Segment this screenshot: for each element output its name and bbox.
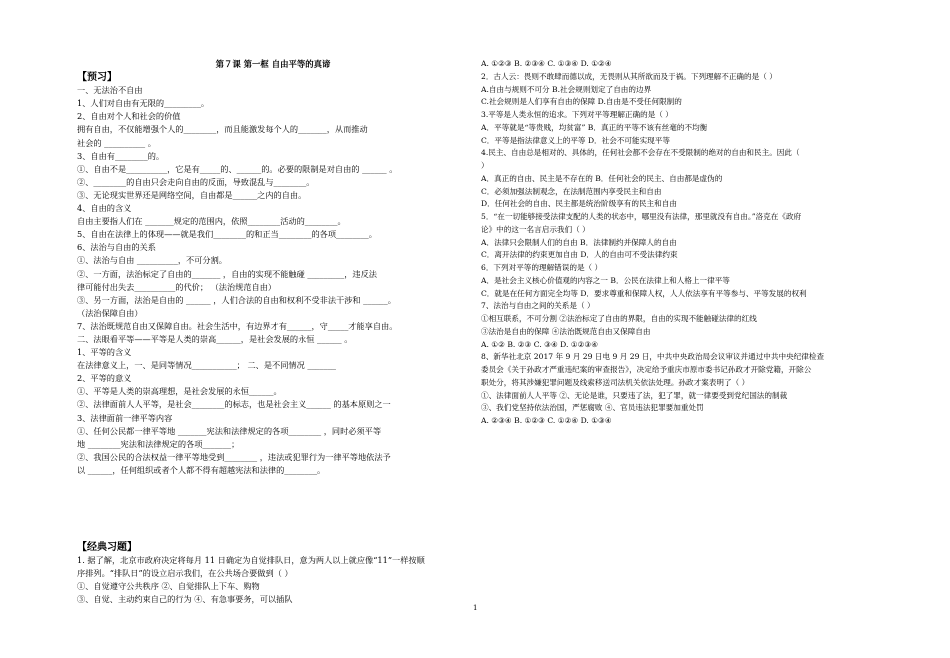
question-line: 4.民主、自由总是相对的、具体的，任何社会都不会存在不受限制的绝对的自由和民主。因此（ [481, 148, 800, 158]
blank-space [77, 477, 469, 541]
question-line: A．平等就是“等贵贱，均贫富” B．真正的平等不该有丝毫的不均衡 [481, 122, 708, 132]
question-line: ③、我们党坚持依法治国，严惩腐败 ④、官员违法犯罪要加重处罚 [481, 403, 704, 413]
question-line: 7、法治与自由之间的关系是（ ） [481, 301, 595, 311]
text-line: ②、我国公民的合法权益一律平等地受到________ ，违法或犯罪行为一律平等地依法予 [77, 451, 391, 462]
question-line: ③法治是自由的保障 ④法治既规范自由又保障自由 [481, 326, 651, 336]
text-line: ①、任何公民都一律平等地 _______宪法和法律规定的各项________ ，同时必须平等 [77, 425, 382, 436]
question-line: 5．“在一切能够接受法律支配的人类的状态中，哪里没有法律，那里就没有自由。”洛克在《政府 [481, 212, 802, 221]
text-line: ①、自由不是__________，它是有_____的、______的。必要的限制是对自由的 ______ 。 [77, 163, 398, 174]
question-line: C．就是在任何方面完全均等 D．要求尊重和保障人权，人人依法享有平等参与、平等发展的权利 [481, 288, 807, 298]
question-line: C.社会规则是人们享有自由的保障 D.自由是不受任何限制的 [481, 97, 682, 107]
text-line: 6、法治与自由的关系 [77, 242, 156, 253]
question-line: C．必须加强法制观念，在法制范围内享受民主和自由 [481, 186, 662, 196]
text-line: 社会的 __________ 。 [77, 137, 156, 148]
question-line: ） [481, 161, 489, 170]
question-line: 序排列。“排队日”的设立启示我们，在公共场合要做到（ ） [77, 568, 293, 579]
question-line: C．平等是指法律意义上的平等 D．社会不可能实现平等 [481, 135, 670, 145]
text-line: ①、平等是人类的崇高理想，是社会发展的永恒______。 [77, 386, 282, 397]
question-line: ①、自觉遵守公共秩序 ②、自觉排队上下车、购物 [77, 581, 260, 592]
text-line: 二、法眼看平等——平等是人类的崇高______，是社会发展的永恒 ______ 。 [77, 333, 353, 344]
question-line: 职处分，将其涉嫌犯罪问题及线索移送司法机关依法处理。孙政才案表明了（ ） [481, 377, 750, 387]
text-line: 1、人们对自由有无限的_________。 [77, 98, 210, 109]
text-line: ③、另一方面，法治是自由的 ______ ，人们合法的自由和权利不受非法干涉和 ______。 [77, 294, 396, 305]
question-line: A. ①② B. ②③ C. ③④ D. ①②③④ [481, 339, 599, 349]
text-line: 4、自由的含义 [77, 203, 132, 214]
text-line: ②、一方面，法治标定了自由的_______ ，自由的实现不能触碰 _________，违反法 [77, 268, 377, 279]
text-line: 以 ______，任何组织或者个人都不得有超越宪法和法律的________。 [77, 464, 326, 475]
preview-lines [77, 84, 469, 477]
question-line: 1. 据了解，北京市政府决定将每月 11 日确定为自觉排队日，意为两人以上就应像“11”一样按顺 [77, 555, 425, 566]
question-line: 6．下列对平等的理解错误的是（ ） [481, 263, 603, 272]
page-number: 1 [473, 604, 478, 612]
preview-heading: 【预习】 [77, 72, 117, 84]
text-line: 1、平等的含义 [77, 347, 132, 358]
text-line: 拥有自由，不仅能增强个人的________，而且能激发每个人的_______，从而推动 [77, 124, 368, 135]
question-line: A.自由与规则不可分 B.社会规则划定了自由的边界 [481, 84, 652, 94]
question-line: 论》中的这一名言启示我们（ ） [481, 224, 590, 234]
text-line: 在法律意义上，一、是同等情况___________； 二、是不同情况 _______ [77, 360, 337, 371]
question-line: 3.平等是人类永恒的追求。下列对平等理解正确的是（ ） [481, 110, 673, 119]
question-line: 委员会《关于孙政才严重违纪案的审查报告》，决定给予重庆市原市委书记孙政才开除党籍，开除公 [481, 365, 812, 374]
question-line: D．任何社会的自由、民主都是统治阶级享有的民主和自由 [481, 199, 677, 209]
question-line: A．是社会主义核心价值观的内容之一 B．公民在法律上和人格上一律平等 [481, 275, 730, 285]
question-line: 8、新华社北京 2017 年 9 月 29 日电 9 月 29 日，中共中央政治局会议审议并通过中共中央纪律检查 [481, 352, 825, 362]
question-line: A. ②③④ B. ①②③ C. ①②④ D. ①③④ [481, 416, 612, 425]
text-line: 3、自由有________的。 [77, 150, 165, 161]
question-line: A．法律只会限制人们的自由 B．法律制约并保障人的自由 [481, 237, 677, 247]
exercise-lines [77, 554, 469, 606]
question-line: C．离开法律的约束更加自由 D．人的自由可不受法律约束 [481, 250, 678, 260]
left-column [77, 58, 469, 606]
text-line: （法治保障自由） [77, 307, 143, 318]
question-line: ①相互联系，不可分割 ②法治标定了自由的界限，自由的实现不能触碰法律的红线 [481, 314, 757, 323]
text-line: 地 ________宪法和法律规定的各项_______； [77, 438, 240, 449]
question-line: 2．古人云：畏则不敢肆而德以成，无畏则从其所欲而及于祸。下列理解不正确的是（ ） [481, 71, 777, 81]
question-line: ①、法律面前人人平等 ②、无论是谁，只要违了法，犯了罪，就一律要受到党纪国法的制裁 [481, 390, 788, 400]
text-line: ①、法治与自由 __________，不可分割。 [77, 255, 227, 266]
exercise-heading: 【经典习题】 [77, 542, 137, 553]
text-line: 2、平等的意义 [77, 373, 132, 384]
question-line: A. ①②③ B. ②③④ C. ①③④ D. ①②④ [481, 59, 612, 68]
document-title: 第７课 第一框 自由平等的真谛 [215, 59, 331, 69]
text-line: 5、自由在法律上的体现——就是我们________的和正当________的各项________。 [77, 229, 377, 240]
text-line: 一、无法治不自由 [77, 85, 143, 96]
text-line: 2、自由对个人和社会的价值 [77, 111, 181, 122]
text-line: 3、法律面前一律平等内容 [77, 412, 173, 423]
text-line: ②、法律面前人人平等，是社会________的标志，也是社会主义______ 的基本原则之一 [77, 399, 391, 410]
question-line: A．真正的自由、民主是不存在的 B．任何社会的民主、自由都是虚伪的 [481, 173, 723, 183]
text-line: 7、法治既规范自由又保障自由。社会生活中，有边界才有______，守_____才能享自由。 [77, 320, 398, 331]
text-line: ③、无论现实世界还是网络空间，自由都是______之内的自由。 [77, 189, 307, 200]
text-line: ②、________的自由只会走向自由的反面，导致混乱与________。 [77, 176, 315, 187]
text-line: 律可能付出失去__________的代价； （法治规范自由） [77, 281, 277, 292]
right-column [481, 58, 879, 428]
question-line: ③、自觉、主动约束自己的行为 ④、有急事要务，可以插队 [77, 594, 293, 605]
text-line: 自由主要指人们在 _______规定的范围内，依照________活动的________。 [77, 216, 346, 227]
